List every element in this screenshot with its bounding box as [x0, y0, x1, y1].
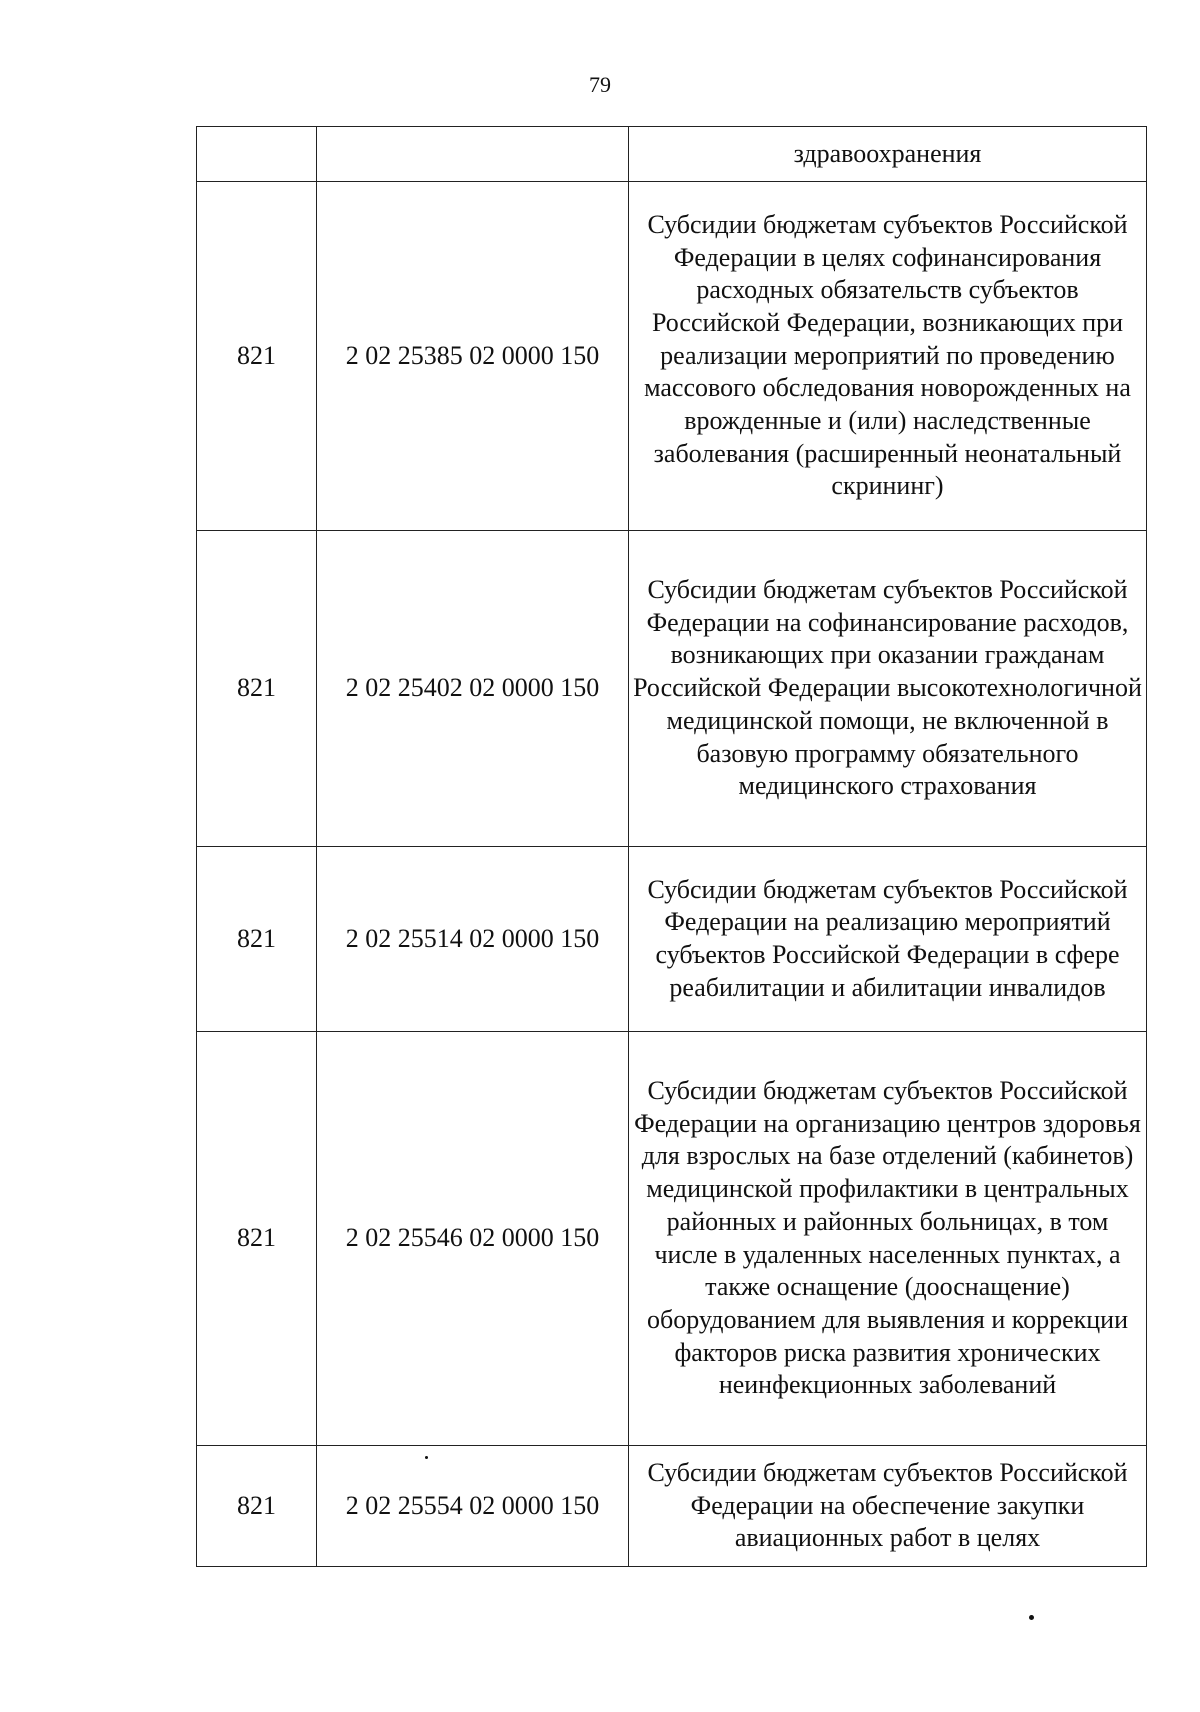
scan-speck: [1029, 1615, 1034, 1620]
scan-speck: [425, 1456, 428, 1459]
description-cell: Субсидии бюджетам субъектов Российской Федерации на обеспечение закупки авиационных работ в целях: [629, 1446, 1147, 1567]
table-row: [197, 847, 1147, 1032]
admin-code-cell: 821: [197, 1032, 317, 1446]
admin-code-cell: 821: [197, 847, 317, 1032]
description-cell: Субсидии бюджетам субъектов Российской Федерации на организацию центров здоровья для взрослых на базе отделений (кабинетов) медицинской профилактики в центральных районных и районных больницах, в том числе в удаленных населенных пунктах, а также оснащение (дооснащение) оборудованием для выявления и коррекции факторов риска развития хронических неинфекционных заболеваний: [629, 1032, 1147, 1446]
admin-code-cell: 821: [197, 1446, 317, 1567]
table-row: [197, 1446, 1147, 1567]
revenue-code-cell: [317, 127, 629, 182]
admin-code-cell: [197, 127, 317, 182]
revenue-code-cell: 2 02 25546 02 0000 150: [317, 1032, 629, 1446]
description-cell: Субсидии бюджетам субъектов Российской Федерации на софинансирование расходов, возникающих при оказании гражданам Российской Федерации высокотехнологичной медицинской помощи, не включенной в базовую программу обязательного медицинского страхования: [629, 531, 1147, 847]
admin-code-cell: 821: [197, 531, 317, 847]
admin-code-cell: 821: [197, 182, 317, 531]
description-cell: Субсидии бюджетам субъектов Российской Федерации на реализацию мероприятий субъектов Российской Федерации в сфере реабилитации и абилитации инвалидов: [629, 847, 1147, 1032]
revenue-code-cell: 2 02 25385 02 0000 150: [317, 182, 629, 531]
page-number: 79: [589, 72, 611, 97]
revenue-code-cell: 2 02 25402 02 0000 150: [317, 531, 629, 847]
description-cell: Субсидии бюджетам субъектов Российской Федерации в целях софинансирования расходных обязательств субъектов Российской Федерации, возникающих при реализации мероприятий по проведению массового обследования новорожденных на врожденные и (или) наследственные заболевания (расширенный неонатальный скрининг): [629, 182, 1147, 531]
table-row-continued: [197, 127, 1147, 182]
table-row: [197, 182, 1147, 531]
table-row: [197, 1032, 1147, 1446]
budget-revenue-table: [196, 126, 1147, 1567]
description-cell: здравоохранения: [629, 127, 1147, 182]
revenue-code-cell: 2 02 25554 02 0000 150: [317, 1446, 629, 1567]
table-row: [197, 531, 1147, 847]
revenue-code-cell: 2 02 25514 02 0000 150: [317, 847, 629, 1032]
